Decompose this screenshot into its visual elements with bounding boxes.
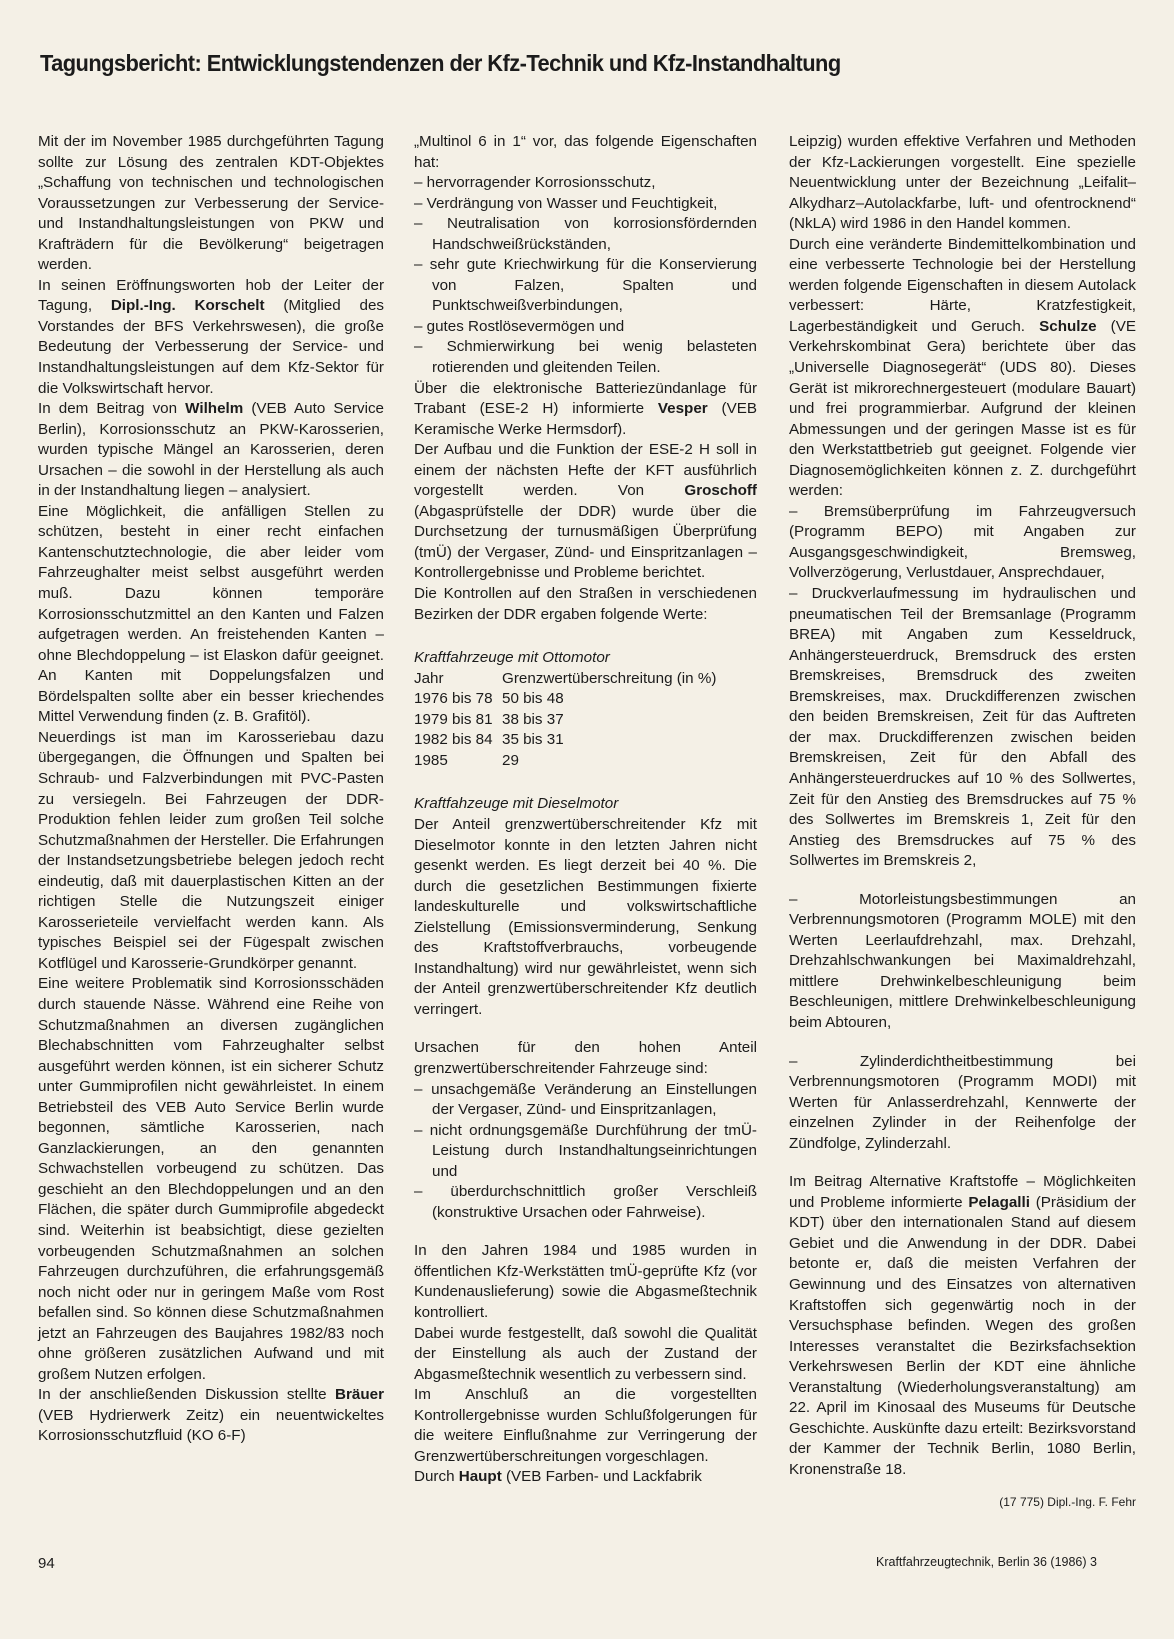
section-heading-otto: Kraftfahrzeuge mit Ottomotor — [414, 649, 610, 667]
speaker-name: Vesper — [657, 400, 708, 418]
table-row — [414, 730, 716, 751]
speaker-name: Wilhelm — [185, 400, 244, 418]
speaker-name: Schulze — [1039, 317, 1097, 335]
list-item: – nicht ordnungsgemäße Durchführung der tmÜ-Leistung durch Instandhaltungseinrichtungen und — [414, 1121, 757, 1180]
table-cell: 35 bis 31 — [502, 731, 564, 749]
paragraph: Im Beitrag Alternative Kraftstoffe – Möglichkeiten und Probleme informierte Pelagalli (Präsidium der KDT) über den internationalen Stand auf diesem Gebiet und die Anwendung in der DDR. Dabei betonte er, daß die meisten Verfahren der Gewinnung und des Einsatzes von alternativen Kraftstoffen sich gegenwärtig noch in der Versuchsphase befinden. Wegen des großen Interesses veranstaltet die Bezirksfachsektion Verkehrswesen Berlin der KDT eine ähnliche Veranstaltung (Wiederholungsveranstaltung) am 22. April im Kinosaal des Museums für Deutsche Geschichte. Auskünfte dazu erteilt: Bezirksvorstand der Kammer der Technik Berlin, 1080 Berlin, Kronenstraße 18. — [789, 1173, 1136, 1478]
paragraph: Leipzig) wurden effektive Verfahren und Methoden der Kfz-Lackierungen vorgestellt. Eine spezielle Neuentwicklung unter der Bezeichnung „Leifalit–Alkydharz–Autolackfarbe, luft- und ofentrocknend“ (NkLA) wird 1986 in den Handel kommen. — [789, 133, 1136, 233]
list-item: – sehr gute Kriechwirkung für die Konservierung von Falzen, Spalten und Punktschweißverbindungen, — [414, 256, 757, 315]
speaker-name: Groschoff — [684, 482, 757, 500]
speaker-name: Haupt — [458, 1468, 502, 1486]
table-cell: 50 bis 48 — [502, 690, 564, 708]
list-item: – Zylinderdichtheitbestimmung bei Verbrennungsmotoren (Programm MODI) mit Werten für Anlasserdrehzahl, Kennwerte der einzelnen Zylinder in der Reihenfolge der Zündfolge, Zylinderzahl. — [789, 1052, 1136, 1152]
paragraph: Über die elektronische Batteriezündanlage für Trabant (ESE-2 H) informierte Vesper (VEB Keramische Werke Hermsdorf). — [414, 379, 757, 438]
list-item: – hervorragender Korrosionsschutz, — [414, 174, 656, 192]
column-3 — [789, 132, 1136, 1513]
paragraph: Eine weitere Problematik sind Korrosionsschäden durch stauende Nässe. Während eine Reihe von Schutzmaßnahmen an diversen zugänglichen Blechabschnitten vom Fahrzeughalter selbst ausgeführt werden können, ist ein sicherer Schutz unter Gummiprofilen nicht gewährleistet. In einem Betriebsteil des VEB Auto Service Berlin wurde begonnen, sämtliche Karosserien, nach Ganzlackierungen, an den genannten Schwachstellen vorbeugend zu schützen. Das geschieht an den Blechdoppelungen und an den Flächen, die später durch Gummiprofile abgedeckt sind. Weiterhin ist beabsichtigt, diese gezielten vorbeugenden Schutzmaßnahmen an solchen Fahrzeugen durchzuführen, die erfahrungsgemäß noch nicht oder nur in geringem Maße vom Rost befallen sind. So können diese Schutzmaßnahmen jetzt an Fahrzeugen des Baujahres 1982/83 noch ohne größeren zusätzlichen Aufwand und mit großem Nutzen erfolgen. — [38, 975, 384, 1383]
table-header: Jahr — [414, 669, 444, 687]
speaker-name: Pelagalli — [968, 1193, 1030, 1211]
list-item: – Motorleistungsbestimmungen an Verbrennungsmotoren (Programm MOLE) mit den Werten Leerlaufdrehzahl, max. Drehzahl, Drehzahlschwankungen bei Maximaldrehzahl, mittlere Drehwinkelbeschleunigung beim Beschleunigen, mittlere Drehwinkelbeschleunigung beim Abtouren, — [789, 890, 1136, 1031]
page-number: 94 — [38, 1555, 55, 1572]
speaker-name: Dipl.-Ing. Korschelt — [110, 297, 265, 315]
table-cell: 29 — [502, 751, 519, 769]
journal-reference: Kraftfahrzeugtechnik, Berlin 36 (1986) 3 — [876, 1555, 1097, 1569]
list-item: – Schmierwirkung bei wenig belasteten rotierenden und gleitenden Teilen. — [414, 338, 757, 377]
paragraph: In der anschließenden Diskussion stellte Bräuer (VEB Hydrierwerk Zeitz) ein neuentwickeltes Korrosionsschutzfluid (KO 6-F) — [38, 1386, 384, 1445]
list-item: – gutes Rostlösevermögen und — [414, 317, 625, 335]
author-credit: (17 775) Dipl.-Ing. F. Fehr — [999, 1495, 1136, 1510]
table-row — [414, 710, 716, 731]
paragraph: Eine Möglichkeit, die anfälligen Stellen zu schützen, besteht in einer recht einfachen Kantenschutztechnologie, die aber leider vom Fahrzeughalter meist selbst ausgeführt werden muß. Dazu können temporäre Korrosionsschutzmittel an den Kanten und Falzen aufgetragen werden. An freistehenden Kanten – ohne Blechdoppelung – ist Elaskon dafür geeignet. An Kanten mit Doppelungsfalzen und Bördelspalten sollte aber ein besser kriechendes Mittel Verwendung finden (z. B. Grafitöl). — [38, 502, 384, 726]
paragraph: Durch Haupt (VEB Farben- und Lackfabrik — [414, 1468, 702, 1486]
emissions-table — [414, 669, 716, 772]
paragraph: In den Jahren 1984 und 1985 wurden in öffentlichen Kfz-Werkstätten tmÜ-geprüfte Kfz (vor Kundenauslieferung) sowie die Abgasmeßtechnik kontrolliert. — [414, 1242, 757, 1321]
column-1 — [38, 132, 384, 1447]
article-title: Tagungsbericht: Entwicklungstendenzen der Kfz-Technik und Kfz-Instandhaltung — [40, 50, 841, 76]
list-item: – Bremsüberprüfung im Fahrzeugversuch (Programm BEPO) mit Angaben zur Ausgangsgeschwindigkeit, Bremsweg, Vollverzögerung, Verlustdauer, Ansprechdauer, — [789, 502, 1136, 582]
paragraph: Der Anteil grenzwertüberschreitender Kfz mit Dieselmotor konnte in den letzten Jahren nicht gesenkt werden. Es liegt derzeit bei 40 %. Die durch die gesetzlichen Bestimmungen fixierte landeskulturelle und volkswirtschaftliche Zielstellung (Emissionsverminderung, Senkung des Kraftstoffverbrauchs, vorbeugende Instandhaltung) wird nur gewährleistet, wenn sich der Anteil grenzwertüberschreitender Kfz deutlich verringert. — [414, 815, 757, 1018]
paragraph: Im Anschluß an die vorgestellten Kontrollergebnisse wurden Schlußfolgerungen für die weitere Einflußnahme zur Verringerung der Grenzwertüberschreitungen vorgeschlagen. — [414, 1386, 757, 1465]
table-row — [414, 751, 716, 772]
table-header: Grenzwertüberschreitung (in %) — [502, 669, 717, 687]
paragraph: Die Kontrollen auf den Straßen in verschiedenen Bezirken der DDR ergaben folgende Werte: — [414, 585, 757, 623]
table-cell: 1985 — [414, 751, 448, 769]
column-2 — [414, 132, 757, 1488]
table-cell: 1982 bis 84 — [414, 731, 493, 749]
table-header-row — [414, 669, 716, 690]
list-item: – Druckverlaufmessung im hydraulischen und pneumatischen Teil der Bremsanlage (Programm BREA) mit Angaben zum Kesseldruck, Anhängersteuerdruck, Bremsdruck des ersten Bremskreises, Bremsdruck des zweiten Bremskreises, max. Druckdifferenzen zwischen den beiden Bremskreisen, Zeit für das Auftreten der max. Druckdifferenzen zwischen beiden Bremskreisen, Zeit für den Abfall des Anhängersteuerdruckes auf 10 % des Sollwertes, Zeit für den Anstieg des Bremsdruckes auf 75 % des Sollwertes im Bremskreis 1, Zeit für den Anstieg des Bremsdruckes auf 75 % des Sollwertes im Bremskreis 2, — [789, 585, 1136, 870]
paragraph: Ursachen für den hohen Anteil grenzwertüberschreitender Fahrzeuge sind: — [414, 1039, 757, 1077]
section-heading-diesel: Kraftfahzeuge mit Dieselmotor — [414, 795, 619, 813]
list-item: – Verdrängung von Wasser und Feuchtigkeit, — [414, 194, 718, 212]
paragraph: „Multinol 6 in 1“ vor, das folgende Eigenschaften hat: — [414, 133, 757, 171]
table-cell: 38 bis 37 — [502, 710, 564, 728]
list-item: – überdurchschnittlich großer Verschleiß (konstruktive Ursachen oder Fahrweise). — [414, 1183, 757, 1221]
list-item: – unsachgemäße Veränderung an Einstellungen der Vergaser, Zünd- und Einspritzanlagen, — [414, 1080, 757, 1119]
list-item: – Neutralisation von korrosionsfördernden Handschweißrückständen, — [414, 215, 757, 253]
paragraph: In seinen Eröffnungsworten hob der Leiter der Tagung, Dipl.-Ing. Korschelt (Mitglied des Vorstandes der BFS Verkehrswesen), die große Bedeutung der Verbesserung der Service- und Instandhaltungsleistungen auf dem Kfz-Sektor für die Volkswirtschaft hervor. — [38, 276, 384, 397]
speaker-name: Bräuer — [335, 1386, 384, 1404]
paragraph: Mit der im November 1985 durchgeführten Tagung sollte zur Lösung des zentralen KDT-Objektes „Schaffung von technischen und technologischen Voraussetzungen zur Verbesserung der Service- und Instandhaltungsleistungen von PKW und Krafträdern für die Bevölkerung“ beigetragen werden. — [38, 133, 384, 274]
table-cell: 1976 bis 78 — [414, 690, 493, 708]
table-row — [414, 689, 716, 710]
paragraph: Dabei wurde festgestellt, daß sowohl die Qualität der Einstellung als auch der Zustand der Abgasmeßtechnik wesentlich zu verbessern sind. — [414, 1324, 757, 1383]
paragraph: Neuerdings ist man im Karosseriebau dazu übergegangen, die Öffnungen und Spalten bei Schraub- und Falzverbindungen mit PVC-Pasten zu versiegeln. Bei Fahrzeugen der DDR-Produktion fehlen leider zum großen Teil solche Schutzmaßnahmen der Hersteller. Die Erfahrungen der Instandsetzungsbetriebe belegen jedoch recht eindeutig, daß mit dauerplastischen Kitten an der richtigen Stelle die Nutzungszeit einiger Karosserieteile vervielfacht werden kann. Als typisches Beispiel sei der Fügespalt zwischen Kotflügel und Karosserie-Grundkörper genannt. — [38, 728, 384, 972]
paragraph: Durch eine veränderte Bindemittelkombination und eine verbesserte Technologie bei der Herstellung werden folgende Eigenschaften in diesem Autolack verbessert: Härte, Kratzfestigkeit, Lagerbeständigkeit und Geruch. Schulze (VE Verkehrskombinat Gera) berichtete über das „Universelle Diagnosegerät“ (UDS 80). Dieses Gerät ist mikrorechnergesteuert (modulare Bauart) und frei programmierbar. Aufgrund der kleinen Abmessungen und der geringen Masse ist es für den Werkstattbetrieb gut geeignet. Folgende vier Diagnosemöglichkeiten können z. Z. durchgeführt werden: — [789, 235, 1136, 500]
paragraph: In dem Beitrag von Wilhelm (VEB Auto Service Berlin), Korrosionsschutz an PKW-Karosserien, wurden typische Mängel an Karosserien, deren Ursachen – die sowohl in der Herstellung als auch in der Instandhaltung liegen – analysiert. — [38, 400, 384, 500]
table-cell: 1979 bis 81 — [414, 710, 493, 728]
paragraph: Der Aufbau und die Funktion der ESE-2 H soll in einem der nächsten Hefte der KFT ausführlich vorgestellt werden. Von Groschoff (Abgasprüfstelle der DDR) wurde über die Durchsetzung der turnusmäßigen Überprüfung (tmÜ) der Vergaser, Zünd- und Einspritzanlagen – Kontrollergebnisse und Probleme berichtet. — [414, 441, 757, 582]
